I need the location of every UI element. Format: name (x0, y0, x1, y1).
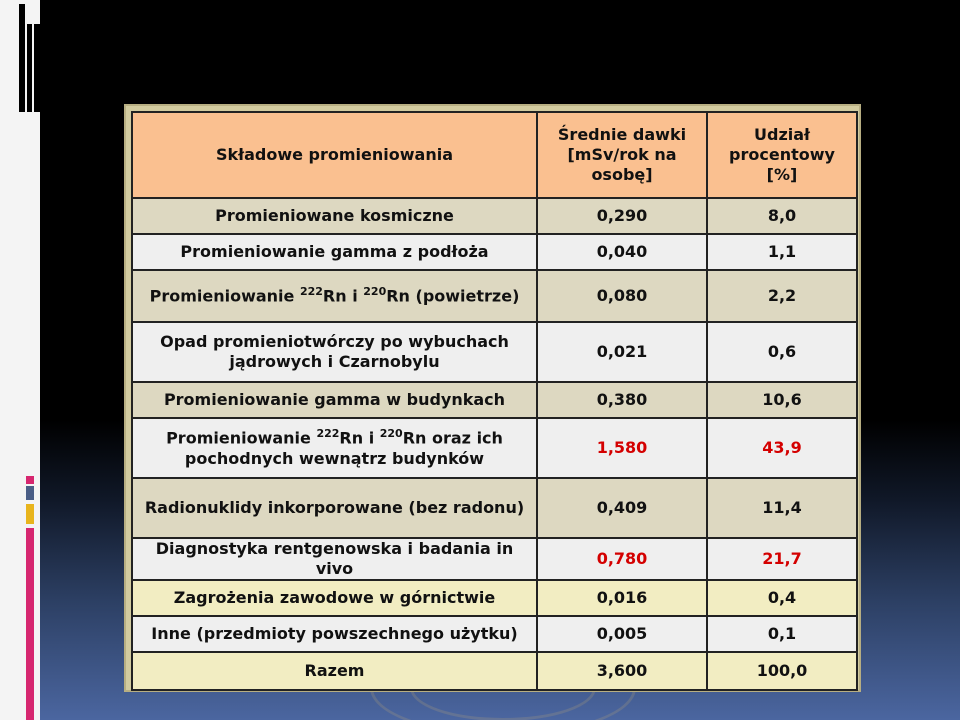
row-dose-value: 0,016 (537, 580, 707, 616)
row-label-text: Rn i (339, 428, 380, 448)
row-label-text: Promieniowane kosmiczne (215, 206, 454, 225)
row-label (132, 652, 537, 690)
row-share-value: 0,4 (707, 580, 857, 616)
decor-bar-1 (19, 4, 25, 112)
table-row (132, 580, 857, 616)
table-row (132, 652, 857, 690)
isotope-mass-number: 220 (379, 427, 403, 441)
row-share-value: 0,1 (707, 616, 857, 652)
decor-bar-pink (26, 528, 34, 720)
decor-bar-2 (27, 24, 32, 112)
row-label-text: Rn i (322, 286, 364, 306)
row-dose-value: 3,600 (537, 652, 707, 690)
table-row (132, 198, 857, 234)
table-row (132, 616, 857, 652)
row-label (132, 538, 537, 580)
table-row (132, 322, 857, 382)
row-share-value: 10,6 (707, 382, 857, 418)
row-share-value: 8,0 (707, 198, 857, 234)
row-label-text: Promieniowanie (149, 286, 300, 306)
row-dose-value: 0,780 (537, 538, 707, 580)
row-label-text: Rn (powietrze) (386, 286, 520, 306)
row-label-text: Razem (304, 661, 365, 680)
row-label-text: Inne (przedmioty powszechnego użytku) (151, 624, 518, 643)
row-dose-value: 0,040 (537, 234, 707, 270)
header-share: Udział procentowy [%] (707, 112, 857, 198)
row-label (132, 580, 537, 616)
row-label (132, 418, 537, 478)
table-row (132, 478, 857, 538)
decor-square-pink (26, 476, 34, 484)
row-label (132, 270, 537, 322)
decor-square-blue (26, 486, 34, 500)
table-row (132, 538, 857, 580)
row-share-value: 21,7 (707, 538, 857, 580)
decor-square-yellow (26, 504, 34, 524)
row-label-text: Opad promieniotwórczy po wybuchach jądrowych i Czarnobylu (160, 332, 509, 371)
row-label (132, 322, 537, 382)
table-header-row (132, 112, 857, 198)
row-label (132, 382, 537, 418)
row-dose-value: 0,005 (537, 616, 707, 652)
table-row (132, 234, 857, 270)
decor-bar-3 (34, 24, 40, 112)
dose-table-frame (124, 104, 861, 692)
isotope-mass-number: 222 (316, 427, 340, 441)
row-share-value: 100,0 (707, 652, 857, 690)
row-label-text: Promieniowanie (166, 428, 317, 448)
header-component: Składowe promieniowania (132, 112, 537, 198)
row-share-value: 2,2 (707, 270, 857, 322)
row-label (132, 478, 537, 538)
row-share-value: 0,6 (707, 322, 857, 382)
row-share-value: 1,1 (707, 234, 857, 270)
isotope-mass-number: 222 (299, 285, 323, 299)
row-label-text: Rn oraz ich pochodnych wewnątrz budynków (184, 428, 503, 468)
table-row (132, 418, 857, 478)
isotope-mass-number: 220 (363, 285, 387, 299)
row-label-text: Zagrożenia zawodowe w górnictwie (173, 588, 496, 607)
dose-table (131, 111, 858, 691)
row-share-value: 11,4 (707, 478, 857, 538)
row-label-text: Diagnostyka rentgenowska i badania in vivo (155, 539, 514, 578)
header-dose: Średnie dawki [mSv/rok na osobę] (537, 112, 707, 198)
row-label (132, 198, 537, 234)
row-label (132, 234, 537, 270)
row-dose-value: 0,380 (537, 382, 707, 418)
row-dose-value: 1,580 (537, 418, 707, 478)
row-dose-value: 0,021 (537, 322, 707, 382)
row-dose-value: 0,080 (537, 270, 707, 322)
table-row (132, 270, 857, 322)
table-row (132, 382, 857, 418)
row-label-text: Promieniowanie gamma w budynkach (163, 390, 506, 409)
row-label-text: Radionuklidy inkorporowane (bez radonu) (144, 498, 525, 517)
row-share-value: 43,9 (707, 418, 857, 478)
row-dose-value: 0,290 (537, 198, 707, 234)
row-label (132, 616, 537, 652)
row-label-text: Promieniowanie gamma z podłoża (180, 242, 489, 261)
row-dose-value: 0,409 (537, 478, 707, 538)
